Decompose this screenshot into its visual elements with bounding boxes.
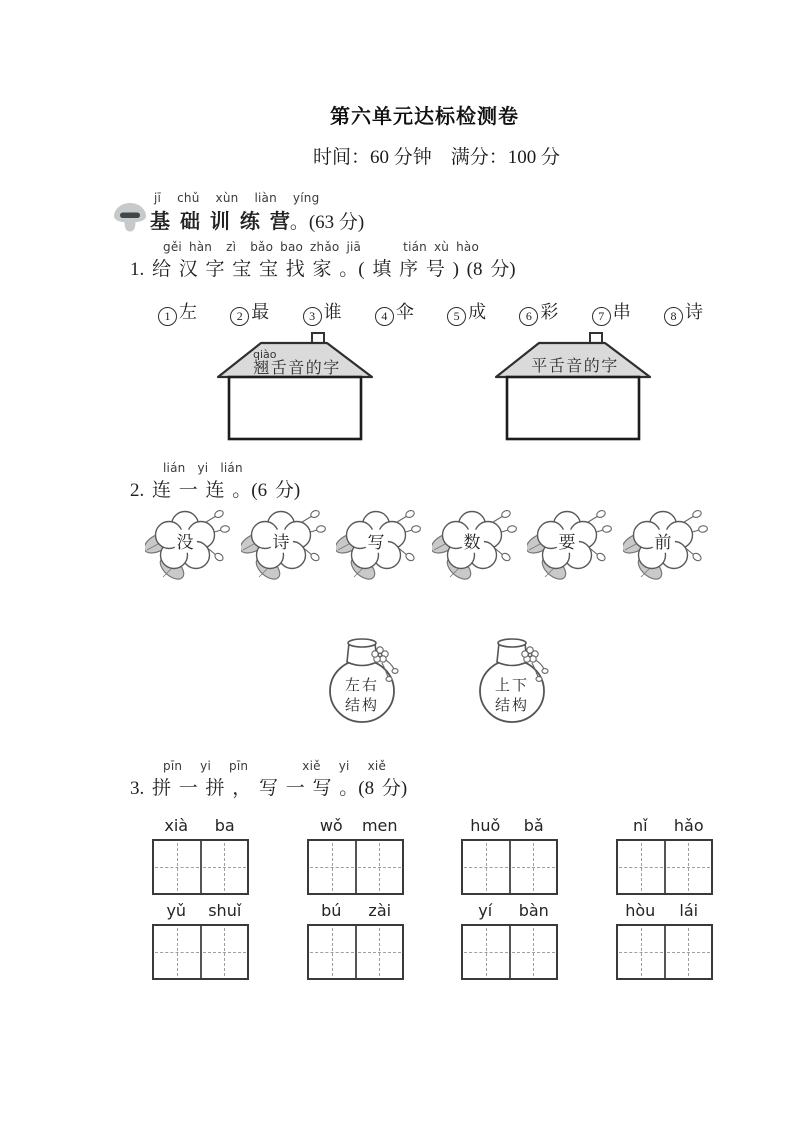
jar-label-line2: 结构 [494, 698, 530, 714]
q3-pinyin: pīn yi pīn xiě yi xiě [163, 759, 387, 773]
writing-cell[interactable] [309, 926, 355, 978]
section-title: 基 础 训 练 营 [150, 209, 290, 233]
writing-grid [307, 816, 404, 895]
q2-flowers-row [145, 504, 711, 588]
syllable-label: hòu [625, 901, 656, 920]
jar-top-bottom-structure[interactable] [478, 633, 552, 727]
q1-text: 1. 给 汉 字 宝 宝 找 家 。( 填 序 号 ) (8 分) [130, 259, 516, 280]
option-item: 5 成 [447, 298, 486, 326]
section-score: 。(63 分) [289, 212, 365, 233]
option-item: 3 谁 [303, 298, 342, 326]
syllable-label: zài [368, 901, 392, 920]
q1-options-row [158, 298, 703, 326]
option-item: 2 最 [230, 298, 269, 326]
syllable-label: yí [478, 901, 493, 920]
writing-grid [307, 901, 404, 980]
flower-character: 数 [463, 533, 481, 552]
flower-character: 前 [654, 533, 672, 552]
writing-cell[interactable] [355, 841, 403, 893]
circled-number: 8 [664, 307, 683, 326]
mushroom-icon [112, 201, 148, 234]
syllable-label: lái [679, 901, 699, 920]
q3-text: 3. 拼 一 拼 ， 写 一 写 。(8 分) [130, 778, 408, 799]
flower-item[interactable] [623, 504, 711, 588]
writing-cell[interactable] [200, 841, 248, 893]
writing-grid [461, 816, 558, 895]
option-item: 7 串 [592, 298, 631, 326]
flower-character: 写 [367, 533, 385, 552]
paper-title: 第六单元达标检测卷 [330, 106, 519, 128]
writing-grid [616, 816, 713, 895]
syllable-label: xià [164, 816, 189, 835]
q2-text: 2. 连 一 连 。(6 分) [130, 480, 301, 501]
circled-number: 2 [230, 307, 249, 326]
syllable-label: men [361, 816, 398, 835]
syllable-label: bàn [518, 901, 549, 920]
syllable-label: yǔ [166, 901, 187, 920]
q1-pinyin: gěi hàn zì bǎo bao zhǎo jiā tián xù hào [163, 240, 480, 254]
flower-item[interactable] [336, 504, 424, 588]
jar-left-right-structure[interactable] [328, 633, 402, 727]
flower-item[interactable] [145, 504, 233, 588]
writing-cell[interactable] [509, 926, 557, 978]
flower-character: 没 [176, 533, 194, 552]
writing-grid [616, 901, 713, 980]
writing-cell[interactable] [463, 926, 509, 978]
syllable-label: bǎ [523, 816, 544, 835]
syllable-label: nǐ [632, 816, 648, 835]
circled-number: 7 [592, 307, 611, 326]
section-header [150, 205, 364, 234]
circled-number: 6 [519, 307, 538, 326]
roof-label: 翘舌音的字 [253, 360, 341, 377]
writing-grid [461, 901, 558, 980]
writing-grid [152, 901, 249, 980]
flower-item[interactable] [432, 504, 520, 588]
house-flat-tongue-sounds [494, 331, 652, 443]
flower-item[interactable] [527, 504, 615, 588]
syllable-label: hǎo [673, 816, 704, 835]
writing-cell[interactable] [618, 926, 664, 978]
writing-cell[interactable] [200, 926, 248, 978]
q2-pinyin: lián yi lián [163, 461, 243, 475]
option-item: 8 诗 [664, 298, 703, 326]
house-answer-area[interactable] [229, 377, 361, 439]
section-pinyin: jī chǔ xùn liàn yíng [154, 191, 320, 205]
option-item: 4 伞 [375, 298, 414, 326]
writing-cell[interactable] [309, 841, 355, 893]
writing-cell[interactable] [355, 926, 403, 978]
syllable-label: ba [214, 816, 235, 835]
writing-cell[interactable] [463, 841, 509, 893]
section-number-bar [120, 213, 140, 219]
writing-cell[interactable] [509, 841, 557, 893]
circled-number: 5 [447, 307, 466, 326]
syllable-label: huǒ [470, 816, 501, 835]
writing-cell[interactable] [664, 926, 712, 978]
writing-grid [152, 816, 249, 895]
jar-label-line2: 结构 [344, 698, 380, 714]
writing-cell[interactable] [154, 841, 200, 893]
circled-number: 4 [375, 307, 394, 326]
writing-cell[interactable] [154, 926, 200, 978]
writing-cell[interactable] [664, 841, 712, 893]
jar-label-line1: 上下 [494, 678, 530, 694]
flower-character: 要 [558, 533, 576, 552]
roof-pinyin: qiào [253, 348, 277, 361]
syllable-label: shuǐ [208, 901, 242, 920]
option-item: 1 左 [158, 298, 197, 326]
house-retroflex-sounds [216, 331, 374, 443]
exam-meta: 时间：60 分钟 满分：100 分 [313, 147, 561, 168]
writing-cell[interactable] [618, 841, 664, 893]
flower-character: 诗 [272, 533, 290, 552]
circled-number: 1 [158, 307, 177, 326]
syllable-label: bú [321, 901, 342, 920]
house-answer-area[interactable] [507, 377, 639, 439]
roof-label: 平舌音的字 [531, 358, 619, 375]
option-item: 6 彩 [519, 298, 558, 326]
circled-number: 3 [303, 307, 322, 326]
flower-item[interactable] [241, 504, 329, 588]
syllable-label: wǒ [319, 816, 343, 835]
jar-label-line1: 左右 [344, 678, 380, 694]
